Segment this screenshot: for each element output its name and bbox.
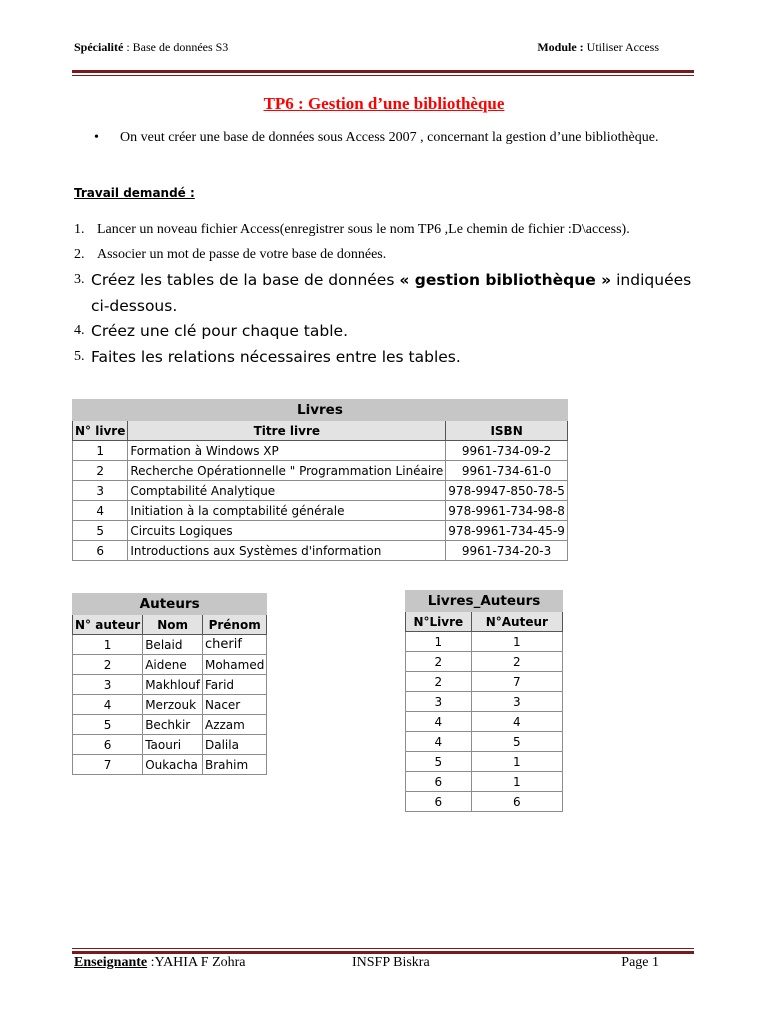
livres-caption: Livres bbox=[73, 400, 568, 421]
page-header bbox=[74, 40, 659, 56]
step-5: 5. Faites les relations nécessaires entre les tables. bbox=[74, 348, 461, 366]
intro-text: On veut créer une base de données sous Access 2007 , concernant la gestion d’une bibliothèque. bbox=[120, 130, 659, 145]
header-module: Module : Utiliser Access bbox=[537, 40, 659, 54]
table-row: 4 Initiation à la comptabilité générale 978-9961-734-98-8 bbox=[73, 501, 568, 521]
footer-institution: INSFP Biskra bbox=[352, 955, 430, 970]
table-row: 5 1 bbox=[406, 752, 563, 772]
table-row: 6 Introductions aux Systèmes d'information 9961-734-20-3 bbox=[73, 541, 568, 561]
table-row: 6 1 bbox=[406, 772, 563, 792]
table-row: 1 Formation à Windows XP 9961-734-09-2 bbox=[73, 441, 568, 461]
column-header: Prénom bbox=[202, 615, 266, 635]
livres-auteurs-caption: Livres_Auteurs bbox=[406, 591, 563, 612]
table-row: 4 Merzouk Nacer bbox=[73, 695, 267, 715]
step-1: 1. Lancer un noveau fichier Access(enregistrer sous le nom TP6 ,Le chemin de fichier :D\access). bbox=[74, 222, 630, 237]
step-3: 3. Créez les tables de la base de données « gestion bibliothèque » indiquées ci-dessous. bbox=[74, 271, 692, 315]
livres-table bbox=[72, 399, 568, 561]
footer-page-number: Page 1 bbox=[621, 955, 659, 970]
auteurs-caption: Auteurs bbox=[73, 594, 267, 615]
auteurs-table bbox=[72, 593, 267, 775]
bullet-icon: • bbox=[94, 130, 99, 145]
table-row: 2 2 bbox=[406, 652, 563, 672]
table-row: 2 7 bbox=[406, 672, 563, 692]
column-header: N°Auteur bbox=[471, 612, 562, 632]
livres-auteurs-table bbox=[405, 590, 563, 812]
table-row: 2 Aidene Mohamed bbox=[73, 655, 267, 675]
footer-divider bbox=[72, 948, 694, 954]
column-header: N° livre bbox=[73, 421, 128, 441]
column-header: Nom bbox=[143, 615, 203, 635]
table-row: 1 Belaid cherif bbox=[73, 635, 267, 655]
page-title: TP6 : Gestion d’une bibliothèque bbox=[263, 94, 505, 113]
column-header: N°Livre bbox=[406, 612, 472, 632]
table-row: 3 3 bbox=[406, 692, 563, 712]
table-row: 3 Comptabilité Analytique 978-9947-850-78-5 bbox=[73, 481, 568, 501]
table-row: 6 6 bbox=[406, 792, 563, 812]
table-row: 3 Makhlouf Farid bbox=[73, 675, 267, 695]
column-header: Titre livre bbox=[128, 421, 446, 441]
table-row: 5 Bechkir Azzam bbox=[73, 715, 267, 735]
travail-heading: Travail demandé : bbox=[74, 186, 195, 200]
intro-paragraph bbox=[94, 128, 674, 148]
table-row: 6 Taouri Dalila bbox=[73, 735, 267, 755]
header-divider bbox=[72, 70, 694, 76]
table-row: 2 Recherche Opérationnelle " Programmation Linéaire 9961-734-61-0 bbox=[73, 461, 568, 481]
table-row: 5 Circuits Logiques 978-9961-734-45-9 bbox=[73, 521, 568, 541]
table-row: 4 4 bbox=[406, 712, 563, 732]
step-4: 4. Créez une clé pour chaque table. bbox=[74, 322, 348, 340]
column-header: ISBN bbox=[446, 421, 568, 441]
footer-teacher: Enseignante :YAHIA F Zohra bbox=[74, 955, 246, 970]
step-2: 2. Associer un mot de passe de votre base de données. bbox=[74, 247, 387, 262]
table-row: 1 1 bbox=[406, 632, 563, 652]
table-row: 4 5 bbox=[406, 732, 563, 752]
column-header: N° auteur bbox=[73, 615, 143, 635]
table-row: 7 Oukacha Brahim bbox=[73, 755, 267, 775]
header-specialite: Spécialité : Base de données S3 bbox=[74, 40, 229, 54]
